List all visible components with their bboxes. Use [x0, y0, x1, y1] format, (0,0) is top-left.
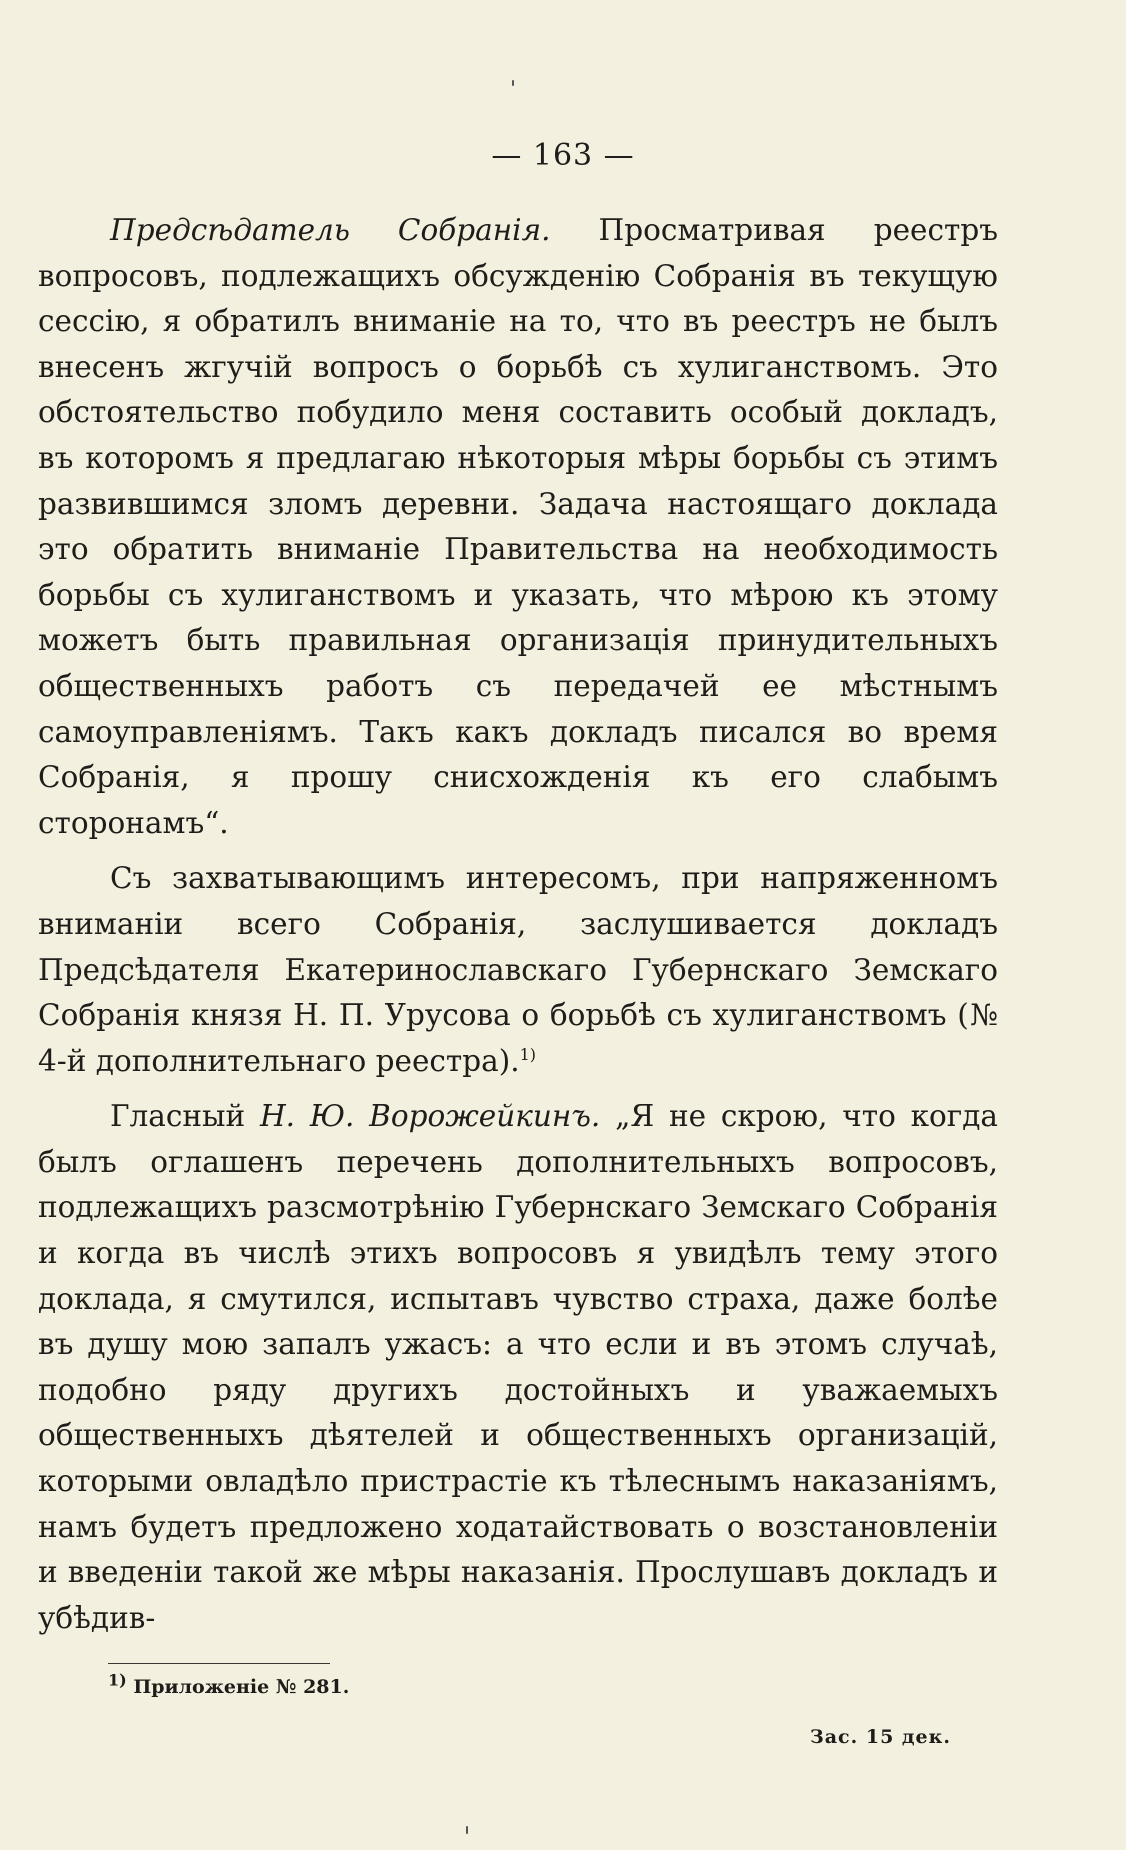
footnote-divider — [108, 1663, 330, 1664]
footnote-text: Приложеніе № 281. — [126, 1676, 350, 1698]
speaker-name: Н. Ю. Ворожейкинъ. — [259, 1099, 601, 1134]
print-speck — [466, 1826, 468, 1834]
paragraph-report — [38, 856, 998, 1084]
footnote-marker: 1) — [108, 1670, 127, 1690]
paragraph-text: „Я не скрою, что когда былъ оглашенъ перечень дополнительныхъ вопросовъ, подлежащихъ разсмотрѣнію Губернскаго Земскаго Собранія и когда въ числѣ этихъ вопросовъ я увидѣлъ тему этого доклада, я смутился, испытавъ чувство страха, даже болѣе въ душу мою запалъ ужасъ: а что если и въ этомъ случаѣ, подобно ряду другихъ достойныхъ и уважаемыхъ общественныхъ дѣятелей и общественныхъ организацій, которыми овладѣло пристрастіе къ тѣлеснымъ наказаніямъ, намъ будетъ предложено ходатайствовать о возстановленіи и введеніи такой же мѣры наказанія. Прослушавъ докладъ и убѣдив- — [38, 1099, 998, 1635]
paragraph-deputy — [38, 1094, 998, 1641]
footnote-reference[interactable]: 1) — [519, 1044, 537, 1064]
footnote — [108, 1670, 350, 1698]
paragraph-text: Просматривая реестръ вопросовъ, подлежащихъ обсужденію Собранія въ текущую сессію, я обратилъ вниманіе на то, что въ реестръ не былъ внесенъ жгучій вопросъ о борьбѣ съ хулиганствомъ. Это обстоятельство побудило меня составить особый докладъ, въ которомъ я предлагаю нѣкоторыя мѣры борьбы съ этимъ развившимся зломъ деревни. Задача настоящаго доклада это обратить вниманіе Правительства на необходимость борьбы съ хулиганствомъ и указать, что мѣрою къ этому можетъ быть правильная организація принудительныхъ общественныхъ работъ съ передачей ее мѣстнымъ самоуправленіямъ. Такъ какъ докладъ писался во время Собранія, я прошу снисхожденія къ его слабымъ сторонамъ“. — [38, 213, 998, 840]
speaker-name: Предсѣдатель Собранія. — [110, 213, 551, 247]
page-number: — 163 — — [491, 138, 635, 173]
print-speck — [512, 80, 514, 86]
body-text — [38, 208, 998, 1641]
paragraph-text: Съ захватывающимъ интересомъ, при напряженномъ вниманіи всего Собранія, заслушивается докладъ Предсѣдателя Екатеринославскаго Губернскаго Земскаго Собранія князя Н. П. Урусова о борьбѣ съ хулиганствомъ (№ 4-й дополнительнаго реестра). — [38, 861, 998, 1078]
paragraph-chairman — [38, 208, 998, 846]
speaker-prefix: Гласный — [110, 1099, 260, 1134]
signature-mark: Зас. 15 дек. — [810, 1726, 951, 1748]
